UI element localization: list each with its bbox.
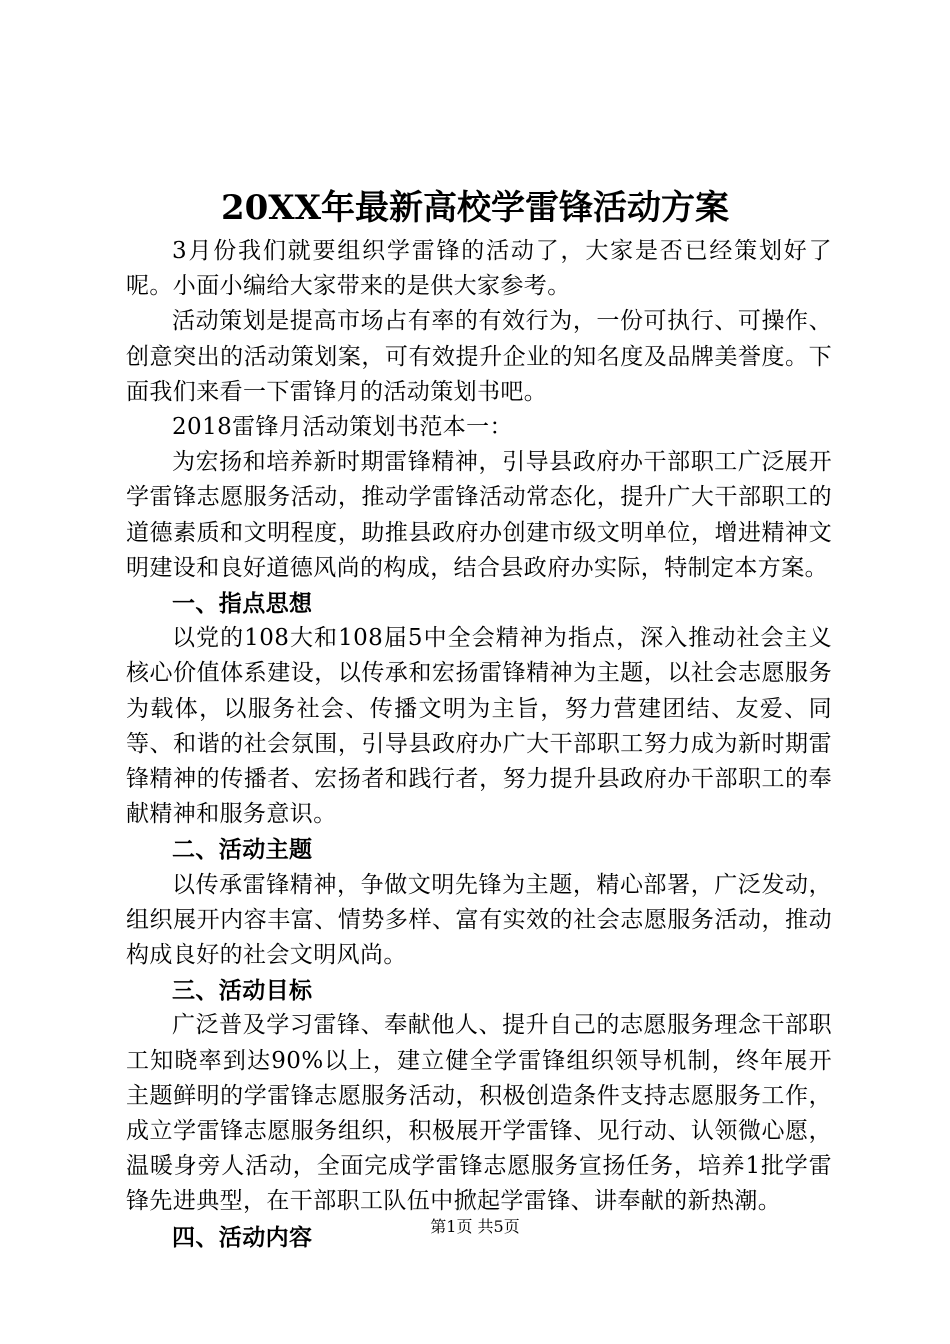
section-text-guiding-thought: 以党的108大和108届5中全会精神为指点，深入推动社会主义核心价值体系建设，以传承和宏扬雷锋精神为主题，以社会志愿服务为载体，以服务社会、传播文明为主旨，努力营建团结、友爱、同等、和谐的社会氛围，引导县政府办广大干部职工努力成为新时期雷锋精神的传播者、宏扬者和践行者，努力提升县政府办干部职工的奉献精神和服务意识。	[126, 625, 832, 828]
section-heading-guiding-thought: 一、指点思想	[172, 590, 313, 618]
page-number-footer: 第1页 共5页	[430, 1217, 520, 1236]
purpose-paragraph: 为宏扬和培养新时期雷锋精神，引导县政府办干部职工广泛展开学雷锋志愿服务活动，推动学雷锋活动常态化，提升广大干部职工的道德素质和文明程度，助推县政府办创建市级文明单位，增进精神文明建设和良好道德风尚的构成，结合县政府办实际，特制定本方案。	[126, 449, 832, 581]
section-heading-goals: 三、活动目标	[172, 977, 313, 1005]
intro-paragraph: 活动策划是提高市场占有率的有效行为，一份可执行、可操作、创意突出的活动策划案，可有效提升企业的知名度及品牌美誉度。下面我们来看一下雷锋月的活动策划书吧。	[126, 308, 832, 405]
sample-label: 2018雷锋月活动策划书范本一：	[172, 414, 513, 441]
document-title: 20XX年最新高校学雷锋活动方案	[220, 188, 730, 228]
intro-paragraph: 3月份我们就要组织学雷锋的活动了，大家是否已经策划好了呢。小面小编给大家带来的是供大家参考。	[126, 238, 832, 300]
document-body	[126, 234, 832, 1255]
section-heading-content: 四、活动内容	[172, 1223, 313, 1251]
section-heading-theme: 二、活动主题	[172, 836, 313, 864]
section-text-goals: 广泛普及学习雷锋、奉献他人、提升自己的志愿服务理念干部职工知晓率到达90%以上，建立健全学雷锋组织领导机制，终年展开主题鲜明的学雷锋志愿服务活动，积极创造条件支持志愿服务工作，成立学雷锋志愿服务组织，积极展开学雷锋、见行动、认领微心愿，温暖身旁人活动，全面完成学雷锋志愿服务宣扬任务，培养1批学雷锋先进典型，在干部职工队伍中掀起学雷锋、讲奉献的新热潮。	[126, 1012, 832, 1215]
section-text-theme: 以传承雷锋精神，争做文明先锋为主题，精心部署，广泛发动，组织展开内容丰富、情势多样、富有实效的社会志愿服务活动，推动构成良好的社会文明风尚。	[126, 871, 832, 969]
